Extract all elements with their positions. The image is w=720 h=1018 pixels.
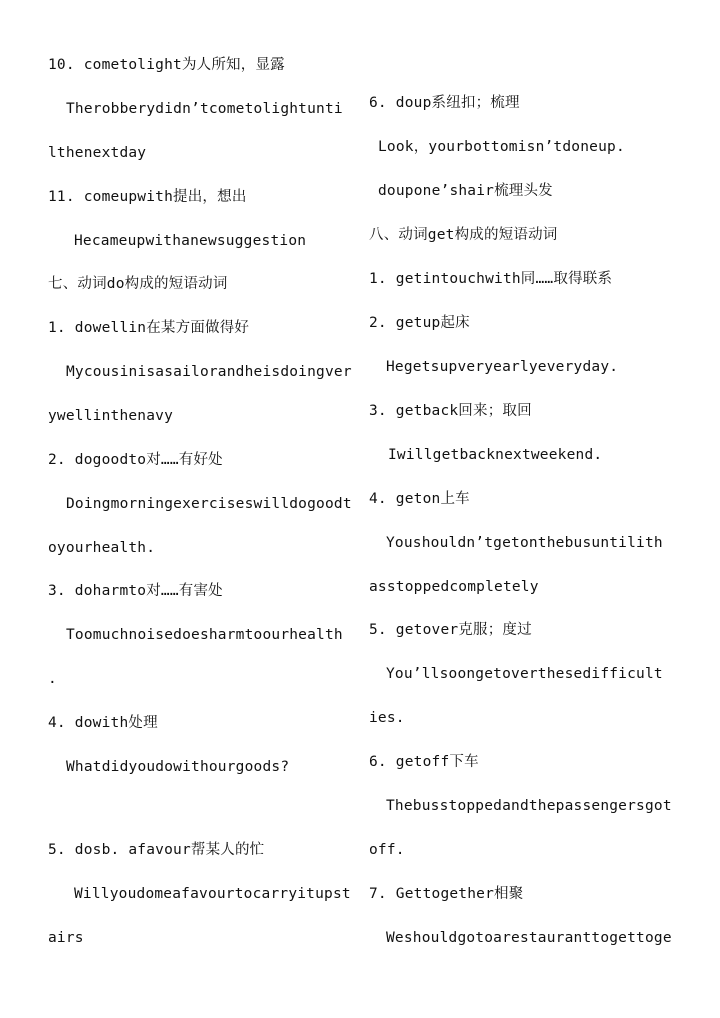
text-line: 11. comeupwith提出，想出	[48, 189, 247, 205]
text-line: Therobberydidn’tcometolightunti	[66, 101, 343, 117]
text-line: 4. dowith处理	[48, 715, 158, 731]
text-line: doupone’shair梳理头发	[378, 183, 553, 199]
text-line: Youshouldn’tgetonthebusuntilith	[386, 535, 663, 551]
text-line: Hecameupwithanewsuggestion	[74, 233, 307, 249]
text-line: 2. dogoodto对……有好处	[48, 452, 223, 468]
text-line: 2. getup起床	[369, 315, 470, 331]
text-line: 3. getback回来；取回	[369, 403, 532, 419]
text-line: Doingmorningexerciseswilldogoodt	[66, 496, 352, 512]
text-line: Look，yourbottomisn’tdoneup.	[378, 139, 625, 155]
text-line: off.	[369, 842, 405, 858]
text-line: Mycousinisasailorandheisdoingver	[66, 364, 352, 380]
text-line: oyourhealth.	[48, 540, 156, 556]
text-line: Willyoudomeafavourtocarryitupst	[74, 886, 351, 902]
text-line: airs	[48, 930, 84, 946]
text-line: 5. getover克服；度过	[369, 622, 532, 638]
text-line: Iwillgetbacknextweekend.	[388, 447, 603, 463]
text-line: 6. doup系纽扣；梳理	[369, 95, 520, 111]
text-line: Toomuchnoisedoesharmtoourhealth	[66, 627, 343, 643]
text-line: 1. getintouchwith同……取得联系	[369, 271, 613, 287]
section-heading: 七、动词do构成的短语动词	[48, 276, 228, 292]
text-line: Thebusstoppedandthepassengersgot	[386, 798, 672, 814]
text-line: 1. dowellin在某方面做得好	[48, 320, 250, 336]
text-line: ywellinthenavy	[48, 408, 174, 424]
text-line: Whatdidyoudowithourgoods?	[66, 759, 290, 775]
text-line: Weshouldgotoarestauranttogettoge	[386, 930, 672, 946]
text-line: Hegetsupveryearlyeveryday.	[386, 359, 619, 375]
text-line: 6. getoff下车	[369, 754, 479, 770]
text-line: 3. doharmto对……有害处	[48, 583, 223, 599]
text-line: .	[48, 671, 57, 687]
text-line: lthenextday	[48, 145, 147, 161]
section-heading: 八、动词get构成的短语动词	[369, 227, 558, 243]
text-line: 7. Gettogether相聚	[369, 886, 524, 902]
text-line: You’llsoongetoverthesedifficult	[386, 666, 663, 682]
text-line: asstoppedcompletely	[369, 579, 539, 595]
text-line: 4. geton上车	[369, 491, 470, 507]
text-line: 5. dosb. afavour帮某人的忙	[48, 842, 265, 858]
text-line: 10. cometolight为人所知，显露	[48, 57, 285, 73]
text-line: ies.	[369, 710, 405, 726]
